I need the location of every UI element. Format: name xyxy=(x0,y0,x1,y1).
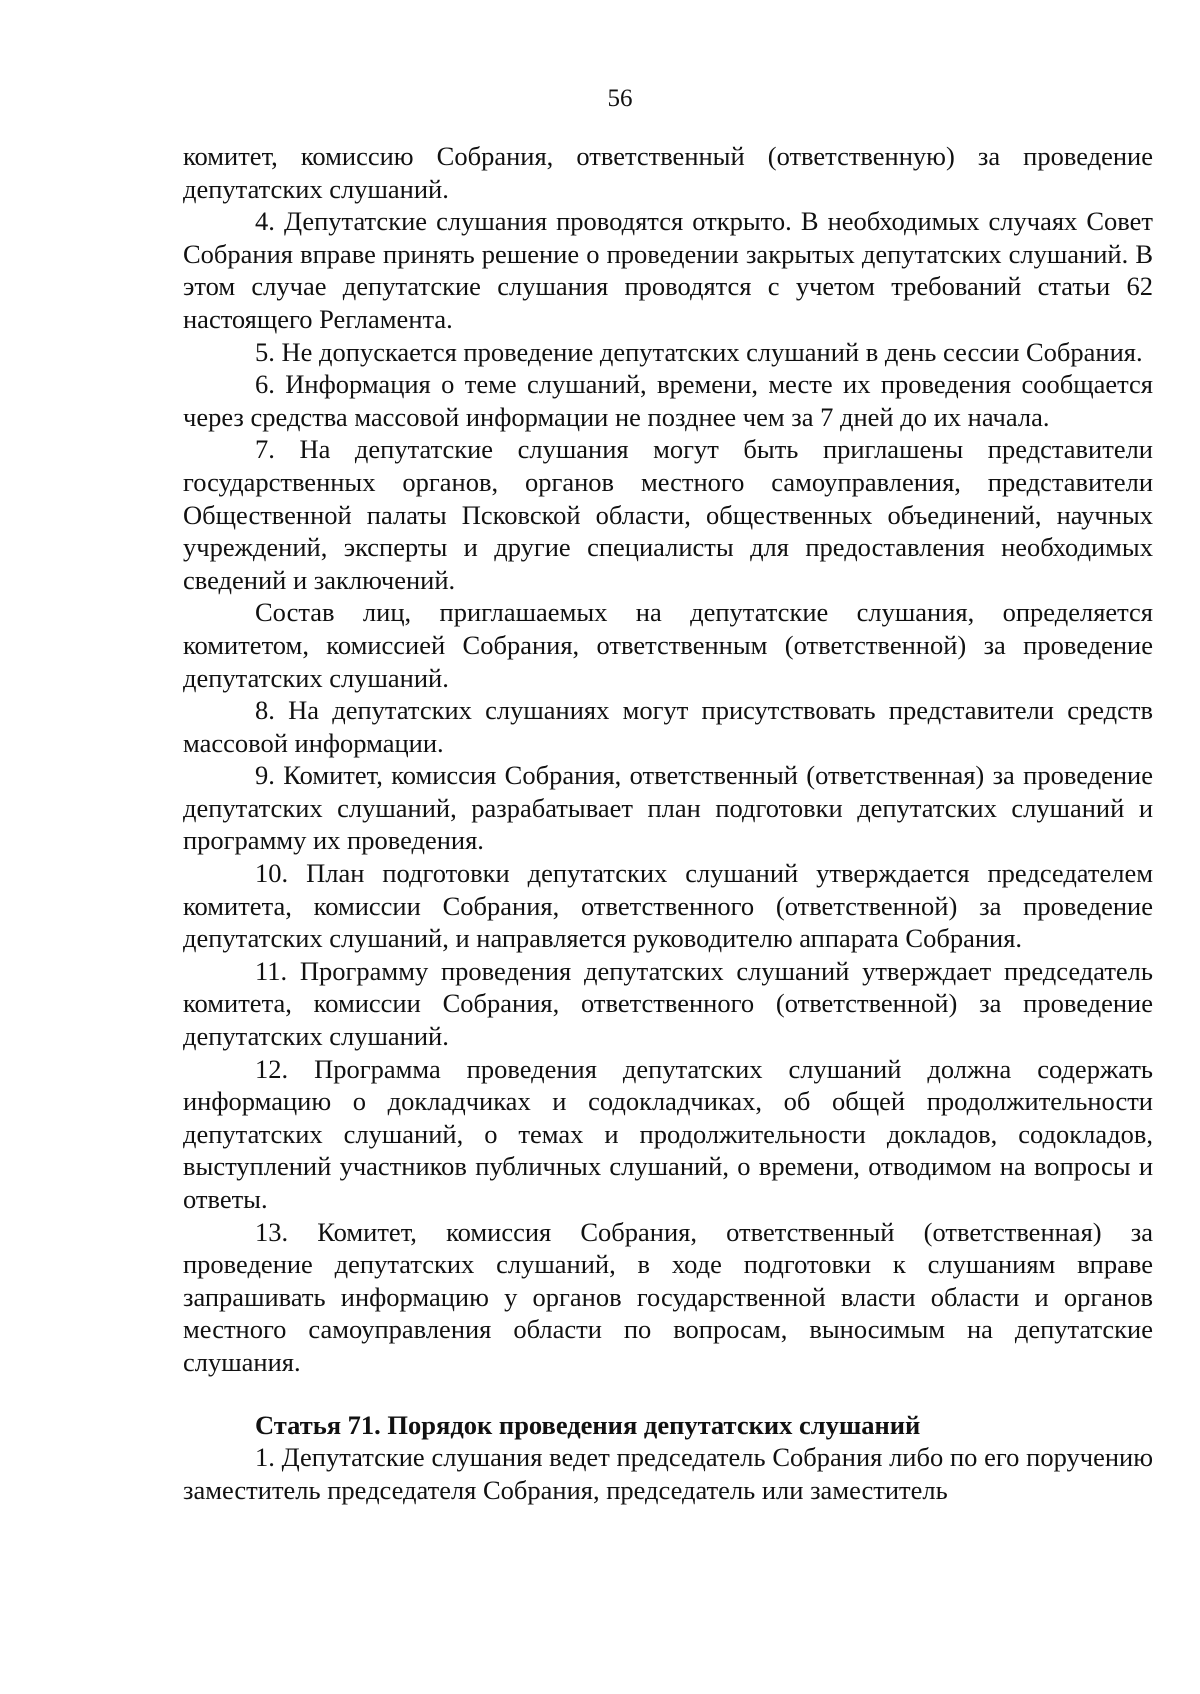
paragraph-item-7-composition: Состав лиц, приглашаемых на депутатские слушания, определяется комитетом, комиссией Собрания, ответственным (ответственной) за проведение депутатских слушаний. xyxy=(183,597,1153,693)
paragraph-item-4: 4. Депутатские слушания проводятся открыто. В необходимых случаях Совет Собрания вправе принять решение о проведении закрытых депутатских слушаний. В этом случае депутатские слушания проводятся с учетом требований статьи 62 настоящего Регламента. xyxy=(183,206,1153,334)
article-paragraph-1: 1. Депутатские слушания ведет председатель Собрания либо по его поручению заместитель председателя Собрания, председатель или заместитель xyxy=(183,1442,1153,1505)
paragraph-item-10: 10. План подготовки депутатских слушаний утверждается председателем комитета, комиссии Собрания, ответственного (ответственной) за проведение депутатских слушаний, и направляется руководителю аппарата Собрания. xyxy=(183,858,1153,954)
document-body xyxy=(183,140,1153,1506)
paragraph-item-12: 12. Программа проведения депутатских слушаний должна содержать информацию о докладчиках и содокладчиках, об общей продолжительности депутатских слушаний, о темах и продолжительности докладов, содокладов, выступлений участников публичных слушаний, о времени, отводимом на вопросы и ответы. xyxy=(183,1053,1153,1214)
paragraph-item-8: 8. На депутатских слушаниях могут присутствовать представители средств массовой информации. xyxy=(183,695,1153,758)
paragraph-item-6: 6. Информация о теме слушаний, времени, месте их проведения сообщается через средства массовой информации не позднее чем за 7 дней до их начала. xyxy=(183,369,1153,432)
paragraph-item-7: 7. На депутатские слушания могут быть приглашены представители государственных органов, органов местного самоуправления, представители Общественной палаты Псковской области, общественных объединений, научных учреждений, эксперты и другие специалисты для предоставления необходимых сведений и заключений. xyxy=(183,434,1153,595)
paragraph-continuation: комитет, комиссию Собрания, ответственный (ответственную) за проведение депутатских слушаний. xyxy=(183,141,1153,204)
paragraph-item-11: 11. Программу проведения депутатских слушаний утверждает председатель комитета, комиссии Собрания, ответственного (ответственной) за проведение депутатских слушаний. xyxy=(183,955,1153,1052)
paragraph-item-9: 9. Комитет, комиссия Собрания, ответственный (ответственная) за проведение депутатских слушаний, разрабатывает план подготовки депутатских слушаний и программу их проведения. xyxy=(183,760,1153,856)
article-heading: Статья 71. Порядок проведения депутатских слушаний xyxy=(255,1409,921,1440)
paragraph-item-5: 5. Не допускается проведение депутатских слушаний в день сессии Собрания. xyxy=(255,336,1143,367)
paragraph-item-13: 13. Комитет, комиссия Собрания, ответственный (ответственная) за проведение депутатских слушаний, в ходе подготовки к слушаниям вправе запрашивать информацию у органов государственной власти области и органов местного самоуправления области по вопросам, выносимым на депутатские слушания. xyxy=(183,1216,1153,1377)
page-number: 56 xyxy=(607,85,633,112)
